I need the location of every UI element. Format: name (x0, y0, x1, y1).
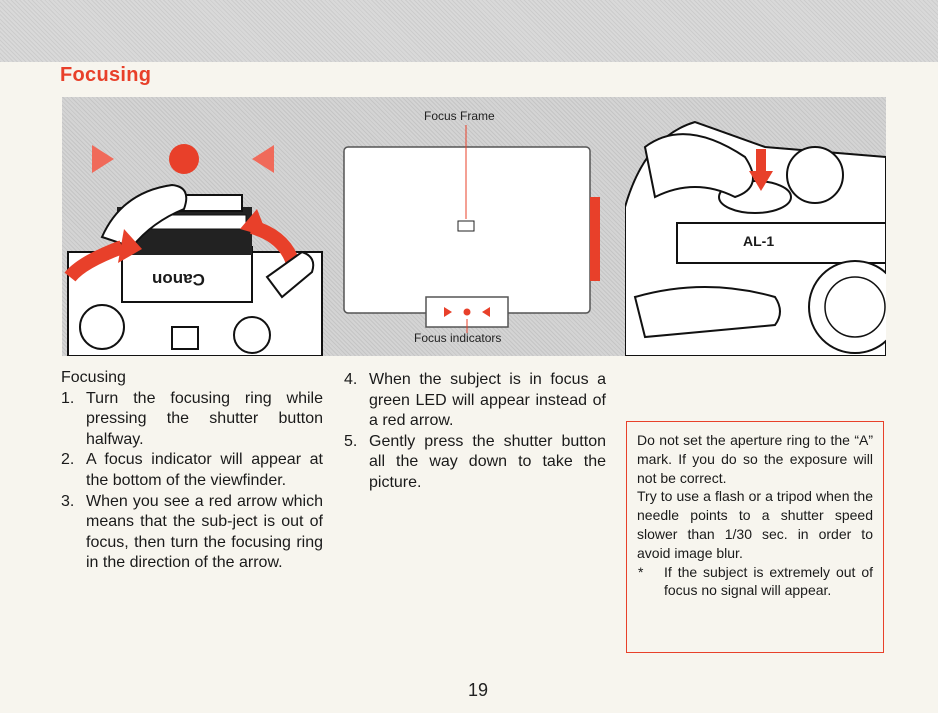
caution-note-box (626, 421, 884, 653)
model-label: AL-1 (743, 233, 775, 249)
illustration-focusing-ring (62, 97, 324, 356)
text-column-1 (61, 368, 323, 574)
illustration-viewfinder (330, 97, 622, 356)
list-item: 3. When you see a red arrow which means that the sub-ject is out of focus, then turn the focusing ring in the direction of the arrow. (61, 492, 323, 572)
left-arrow-indicator-icon (252, 145, 274, 173)
list-item: 2. A focus indicator will appear at the bottom of the viewfinder. (61, 451, 323, 489)
list-item: 1. Turn the focusing ring while pressing the shutter button halfway. (61, 389, 323, 448)
focus-indicators-label: Focus indicators (414, 331, 502, 345)
text-column-2 (344, 370, 606, 494)
note-footnote: * If the subject is extremely out of focus no signal will appear. (638, 563, 873, 599)
right-arrow-indicator-icon (92, 145, 114, 173)
note-paragraph: Try to use a flash or a tripod when the needle points to a shutter speed slower than 1/30 sec. in order to avoid image blur. (637, 488, 873, 561)
list-item: 4. When the subject is in focus a green LED will appear instead of a red arrow. (344, 371, 606, 430)
focus-frame-label: Focus Frame (424, 109, 495, 123)
red-dot-indicator-icon (169, 144, 199, 174)
page-number: 19 (468, 680, 489, 700)
illustration-shutter-press (625, 97, 886, 356)
shutter-scale-bar (590, 197, 600, 281)
column-title: Focusing (61, 369, 126, 386)
section-heading: Focusing (60, 64, 152, 86)
focus-dot-icon (464, 309, 471, 316)
note-paragraph: Do not set the aperture ring to the “A” mark. If you do so the exposure will not be correct. (637, 432, 873, 486)
header-band (0, 0, 938, 62)
camera-brand-text: Canon (152, 270, 205, 289)
list-item: 5. Gently press the shutter button all the way down to take the picture. (344, 432, 606, 491)
